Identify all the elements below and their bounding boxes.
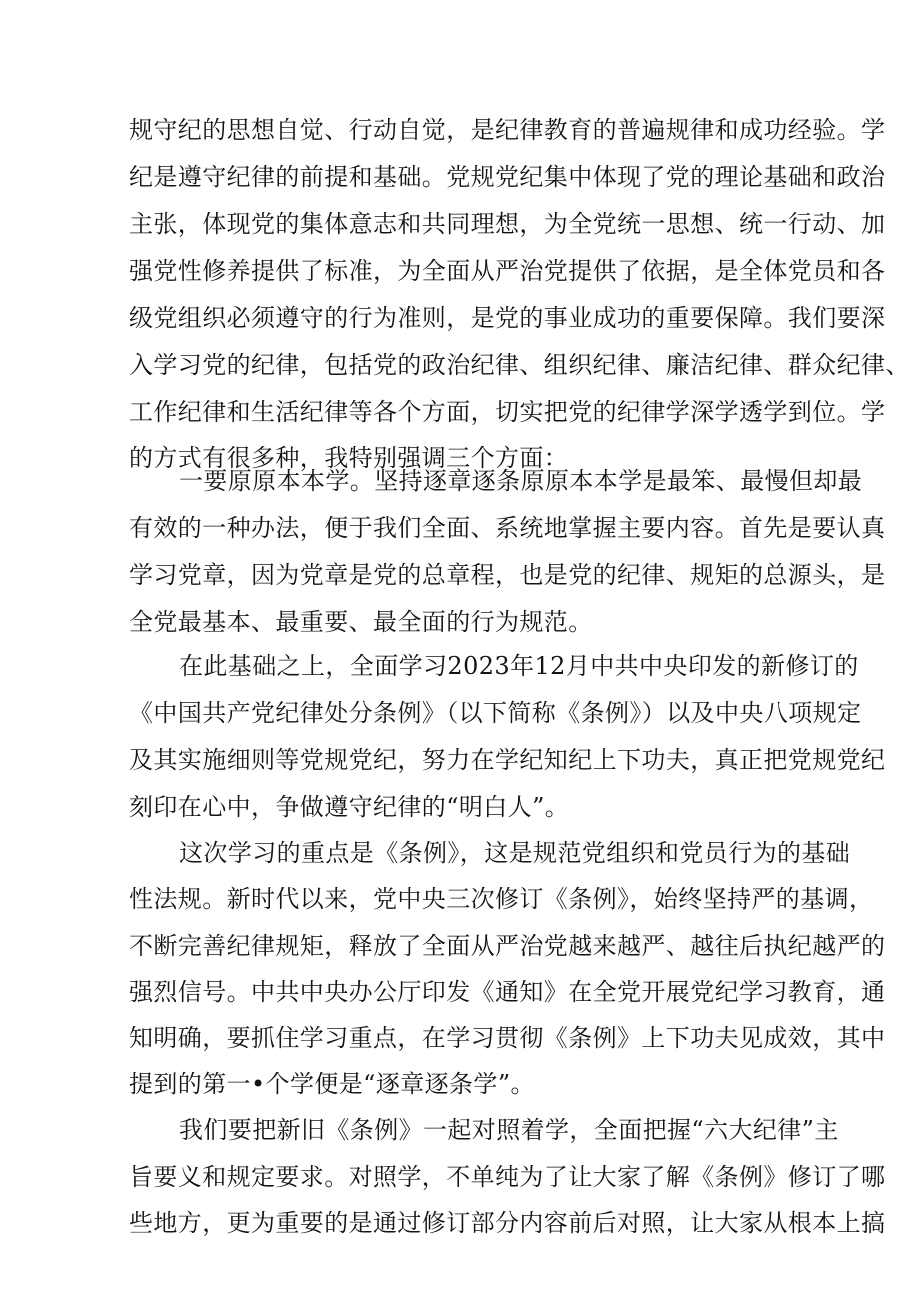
text-line: 旨要义和规定要求。对照学，不单纯为了让大家了解《条例》修订了哪 bbox=[129, 1163, 886, 1191]
text-line: 些地方，更为重要的是通过修订部分内容前后对照，让大家从根本上搞 bbox=[129, 1209, 886, 1237]
text-line: 的方式有很多种，我特别强调三个方面： bbox=[129, 444, 569, 472]
text-line: 入学习党的纪律，包括党的政治纪律、组织纪律、廉洁纪律、群众纪律、 bbox=[129, 351, 910, 379]
text-line: 强烈信号。中共中央办公厅印发《通知》在全党开展党纪学习教育，通 bbox=[129, 978, 886, 1006]
text-line: 及其实施细则等党规党纪，努力在学纪知纪上下功夫，真正把党规党纪 bbox=[129, 746, 886, 774]
text-line: 规守纪的思想自觉、行动自觉，是纪律教育的普遍规律和成功经验。学 bbox=[129, 116, 886, 144]
text-line: 强党性修养提供了标准，为全面从严治党提供了依据，是全体党员和各 bbox=[129, 257, 886, 285]
paragraph-first-line: 我们要把新旧《条例》一起对照着学，全面把握“六大纪律”主 bbox=[179, 1116, 839, 1144]
paragraph-first-line: 这次学习的重点是《条例》，这是规范党组织和党员行为的基础 bbox=[179, 839, 851, 867]
paragraph-first-line: 一要原原本本学。坚持逐章逐条原原本本学是最笨、最慢但却最 bbox=[179, 467, 863, 495]
text-line: 提到的第一•个学便是“逐章逐条学”。 bbox=[129, 1070, 535, 1098]
text-line: 不断完善纪律规矩，释放了全面从严治党越来越严、越往后执纪越严的 bbox=[129, 932, 886, 960]
text-line: 级党组织必须遵守的行为准则，是党的事业成功的重要保障。我们要深 bbox=[129, 304, 886, 332]
text-line: 知明确，要抓住学习重点，在学习贯彻《条例》上下功夫见成效，其中 bbox=[129, 1024, 886, 1052]
text-line: 《中国共产党纪律处分条例》（以下简称《条例》）以及中央八项规定 bbox=[129, 699, 862, 727]
text-line: 刻印在心中，争做遵守纪律的“明白人”。 bbox=[129, 793, 570, 821]
text-line: 全党最基本、最重要、最全面的行为规范。 bbox=[129, 608, 593, 636]
text-line: 工作纪律和生活纪律等各个方面，切实把党的纪律学深学透学到位。学 bbox=[129, 398, 886, 426]
text-line: 有效的一种办法，便于我们全面、系统地掌握主要内容。首先是要认真 bbox=[129, 514, 886, 542]
text-line: 学习党章，因为党章是党的总章程，也是党的纪律、规矩的总源头，是 bbox=[129, 561, 886, 589]
text-line: 性法规。新时代以来，党中央三次修订《条例》，始终坚持严的基调， bbox=[129, 885, 874, 913]
text-line: 纪是遵守纪律的前提和基础。党规党纪集中体现了党的理论基础和政治 bbox=[129, 163, 886, 191]
text-line: 主张，体现党的集体意志和共同理想，为全党统一思想、统一行动、加 bbox=[129, 210, 886, 238]
paragraph-first-line: 在此基础之上，全面学习2023年12月中共中央印发的新修订的 bbox=[179, 652, 859, 680]
